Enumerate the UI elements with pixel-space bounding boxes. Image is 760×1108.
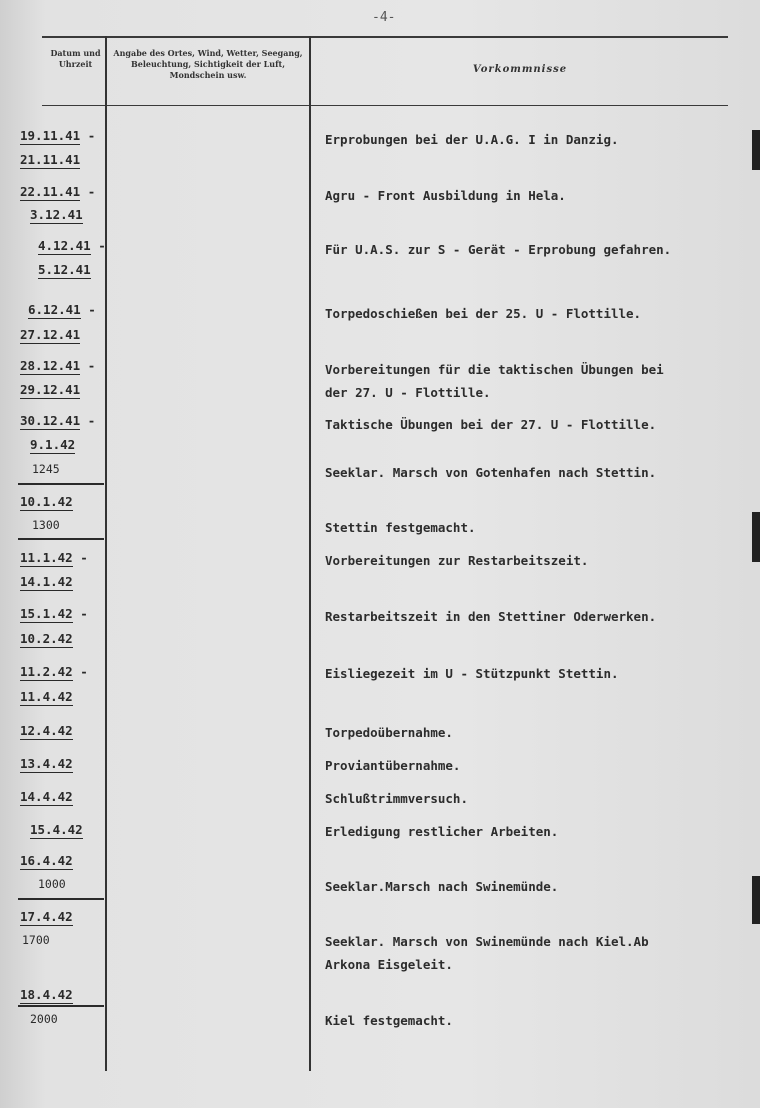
event-text: Eisliegezeit im U - Stützpunkt Stettin. (325, 666, 619, 681)
date-from: 12.4.42 (20, 723, 73, 738)
event-text: Kiel festgemacht. (325, 1013, 453, 1028)
time: 1300 (32, 518, 60, 532)
header-date-time: Datum und Uhrzeit (50, 48, 101, 69)
event-text: Seeklar.Marsch nach Swinemünde. (325, 879, 559, 894)
entry-underline (18, 898, 104, 900)
date-from: 4.12.41 - (38, 238, 106, 253)
date-from: 17.4.42 (20, 909, 73, 924)
edge-mark (752, 876, 760, 924)
event-text: Torpedoübernahme. (325, 725, 453, 740)
date-to: 14.1.42 (20, 574, 73, 589)
time: 1700 (22, 933, 50, 947)
date-from: 11.2.42 - (20, 664, 88, 679)
date-from: 19.11.41 - (20, 128, 96, 143)
date-from: 28.12.41 - (20, 358, 96, 373)
table-top-rule (42, 36, 728, 38)
event-text: Erprobungen bei der U.A.G. I in Danzig. (325, 132, 619, 147)
page-number: -4- (372, 10, 396, 25)
time: 1245 (32, 462, 60, 476)
date-to: 11.4.42 (20, 689, 73, 704)
date-to: 10.2.42 (20, 631, 73, 646)
event-text: Seeklar. Marsch von Gotenhafen nach Stettin. (325, 465, 657, 480)
date-to: 21.11.41 (20, 152, 81, 167)
date-from: 6.12.41 - (28, 302, 96, 317)
entry-underline (18, 483, 104, 485)
event-text: Torpedoschießen bei der 25. U - Flottille. (325, 306, 642, 321)
event-text: Stettin festgemacht. (325, 520, 476, 535)
edge-mark (752, 130, 760, 170)
date-from: 11.1.42 - (20, 550, 88, 565)
event-text: Proviantübernahme. (325, 758, 461, 773)
date-from: 14.4.42 (20, 789, 73, 804)
date-from: 22.11.41 - (20, 184, 96, 199)
column-divider-1 (105, 36, 107, 1071)
event-text: Vorbereitungen für die taktischen Übungen bei der 27. U - Flottille. (325, 362, 664, 400)
table-header-rule (42, 105, 728, 106)
event-text: Seeklar. Marsch von Swinemünde nach Kiel.Ab Arkona Eisgeleit. (325, 934, 649, 972)
date-to: 29.12.41 (20, 382, 81, 397)
date-to: 5.12.41 (38, 262, 91, 277)
date-from: 15.1.42 - (20, 606, 88, 621)
event-text: Für U.A.S. zur S - Gerät - Erprobung gefahren. (325, 242, 672, 257)
date-to: 27.12.41 (20, 327, 81, 342)
event-text: Agru - Front Ausbildung in Hela. (325, 188, 566, 203)
date-from: 15.4.42 (30, 822, 83, 837)
edge-mark (752, 512, 760, 562)
event-text: Schlußtrimmversuch. (325, 791, 468, 806)
date-to: 9.1.42 (30, 437, 76, 452)
header-location-weather: Angabe des Ortes, Wind, Wetter, Seegang, Beleuchtung, Sichtigkeit der Luft, Mondschein usw. (113, 48, 303, 80)
date-from: 10.1.42 (20, 494, 73, 509)
event-text: Taktische Übungen bei der 27. U - Flottille. (325, 417, 657, 432)
time: 2000 (30, 1012, 58, 1026)
header-events: Vorkommnisse (472, 64, 568, 75)
date-to: 3.12.41 (30, 207, 83, 222)
event-text: Restarbeitszeit in den Stettiner Oderwerken. (325, 609, 657, 624)
entry-underline (18, 1005, 104, 1007)
entry-underline (18, 538, 104, 540)
column-divider-2 (309, 36, 311, 1071)
date-from: 16.4.42 (20, 853, 73, 868)
event-text: Vorbereitungen zur Restarbeitszeit. (325, 553, 589, 568)
time: 1000 (38, 877, 66, 891)
event-text: Erledigung restlicher Arbeiten. (325, 824, 559, 839)
date-from: 30.12.41 - (20, 413, 96, 428)
date-from: 13.4.42 (20, 756, 73, 771)
date-from: 18.4.42 (20, 987, 73, 1002)
